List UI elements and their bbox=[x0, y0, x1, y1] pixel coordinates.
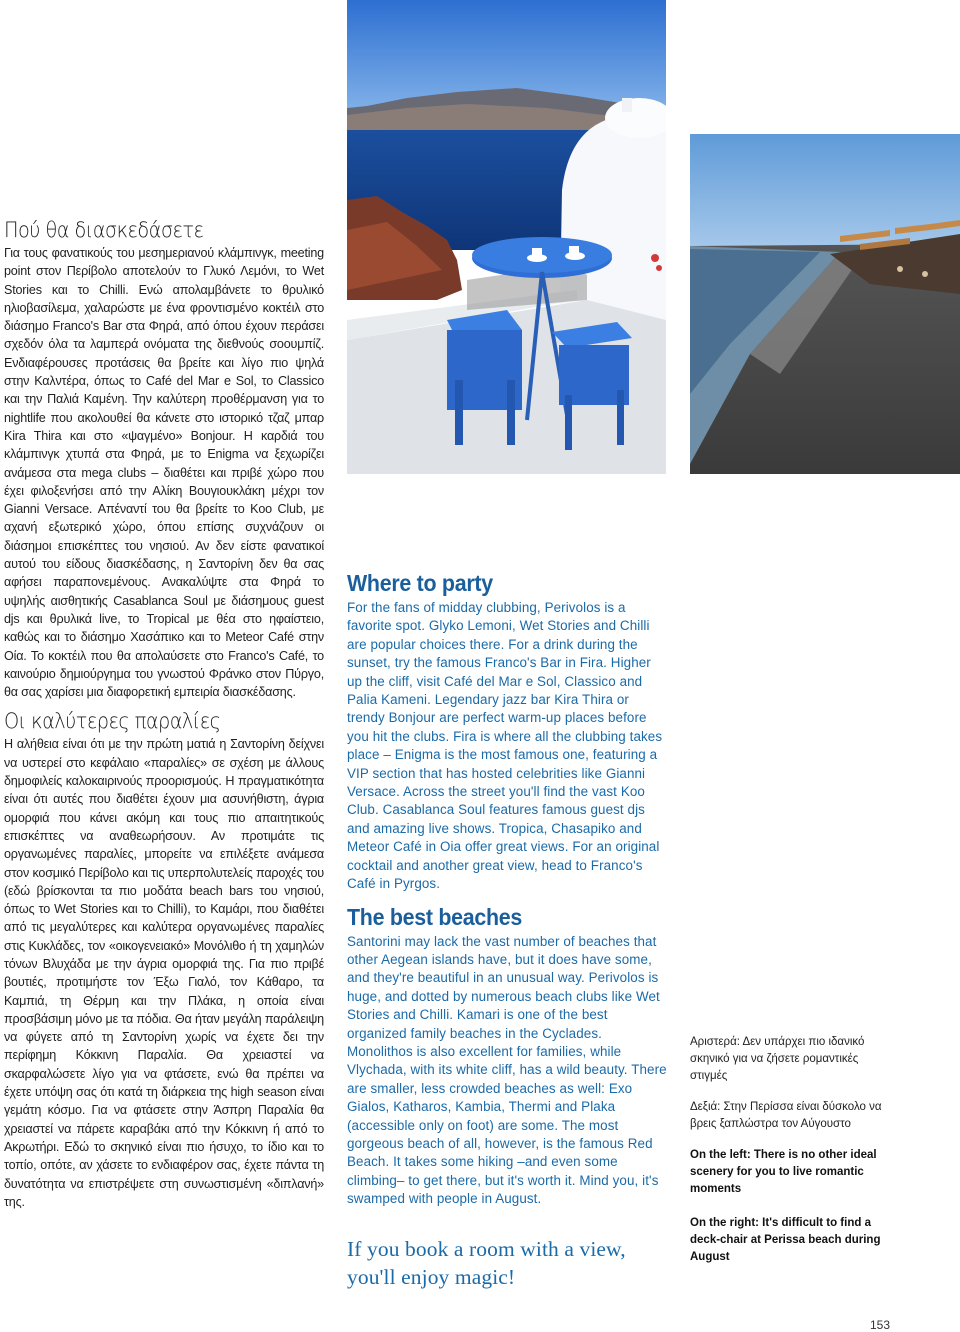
caption-right-english: On the right: It's difficult to find a deck-chair at Perissa beach during August bbox=[690, 1217, 881, 1263]
page-number: 153 bbox=[870, 1318, 891, 1332]
english-column bbox=[347, 570, 667, 1291]
english-beaches-text: Santorini may lack the vast number of beaches that other Aegean islands have, but it does have some, and they're beautiful in an unusual way. Perivolos is huge, and dotted by numerous beach clubs like Wet Stories and Chilli. Kamari is one of the best organized family beaches in the Cyclades. Monolithos is also excellent for families, while Vlychada, with its white cliff, has a wild beauty. There are smaller, less crowded beaches as well: Exo Gialos, Katharos, Kambia, Thermi and Plaka (accessible only on foot) are some. The most gorgeous beach of all, however, is the famous Red Beach. It takes some hiking –and even some climbing– to get there, but it's worth it. Mind you, it's swamped with people in August. bbox=[347, 933, 667, 1207]
perissa-beach-photo bbox=[690, 134, 960, 474]
pull-quote bbox=[347, 1235, 667, 1291]
santorini-terrace-photo bbox=[347, 0, 666, 474]
pull-quote-line-2: you'll enjoy magic! bbox=[347, 1264, 516, 1289]
english-party-heading: Where to party bbox=[347, 570, 493, 596]
pull-quote-line-1: If you book a room with a view, bbox=[347, 1236, 626, 1261]
caption-right-greek: Δεξιά: Στην Περίσσα είναι δύσκολο να βρεις ξαπλώστρα τον Αύγουστο bbox=[690, 1101, 882, 1130]
caption-left-greek: Αριστερά: Δεν υπάρχει πιο ιδανικό σκηνικό για να ζήσετε ρομαντικές στιγμές bbox=[690, 1036, 865, 1082]
photo-captions bbox=[690, 1034, 890, 1283]
greek-column bbox=[4, 218, 324, 1219]
greek-beaches-heading: Οι καλύτερες παραλίες bbox=[4, 709, 221, 734]
greek-party-heading: Πού θα διασκεδάσετε bbox=[4, 218, 204, 242]
greek-party-text: Για τους φανατικούς του μεσημεριανού κλάμπινγκ, meeting point στον Περίβολο αποτελούν το Γλυκό Λεμόνι, το Wet Stories και το Chilli. Ενώ απολαμβάνετε το θρυλικό ηλιοβασίλεμα, χαλαρώστε με ένα φροντισμένο κοκτέιλ στο διάσημο Franco's Bar στα Φηρά, από όπου έχουν περάσει σχεδόν όλα τα λαμπερά ονόματα της διεθνούς σοουμπίζ. Ενδιαφέρουσες προτάσεις θα βρείτε και λίγο πιο ψηλά στην Καλντέρα, όπως το Café del Mar e Sol, το Classico και την Παλιά Καμένη. Την καλύτερη προθέρμανση για το nightlife που ακολουθεί θα κάνετε στο ιστορικό τζαζ μπαρ Kira Thira και στο «ψαγμένο» Bonjour. Η καρδιά του κλάμπινγκ χτυπά στα Φηρά, με το Enigma να ξεχωρίζει ανάμεσα στα mega clubs – διαθέτει και πριβέ χώρο που έχει φιλοξενήσει από την Αλίκη Βουγιουκλάκη μέχρι τον Gianni Versace. Απέναντί του θα βρείτε το Koo Club, με αχανή εξωτερικό χώρο, όπου επίσης συχνάζουν οι διάσημοι επισκέπτες του νησιού. Αν δεν είστε φανατικοί αυτού του είδους διασκέδασης, η Σαντορίνη δεν θα σας αφήσει παραπονεμένους. Ανακαλύψτε στα Φηρά το υψηλής αισθητικής Casablanca Soul με διάσημους guest djs και θρυλικά live, το Tropical με θέα στο ηφαίστειο, καθώς και το διάσημο Χασάπικο και το Meteor Café στην Οία. Το κοκτέιλ που θα απολαύσετε στο Franco's Café, το καινούριο δημιούργημα του γνωστού Φράνκο στον Πύργο, θα σας χαρίσει μια διαφορετική εμπειρία διασκέδασης. bbox=[4, 246, 324, 700]
english-beaches-heading: The best beaches bbox=[347, 903, 523, 930]
english-party-text: For the fans of midday clubbing, Perivolos is a favorite spot. Glyko Lemoni, Wet Stories and Chilli are popular choices there. For a drink during the sunset, try the famous Franco's Bar in Fira. Higher up the cliff, visit Café del Mar e Sol, Classico and Palia Kameni. Legendary jazz bar Kira Thira or trendy Bonjour are perfect warm-up places before you hit the clubs. Fira is where all the clubbing takes place – Enigma is the most famous one, featuring a VIP section that has hosted celebrities like Gianni Versace. Across the street you'll find the vast Koo Club. Casablanca Soul features famous guest djs and amazing live shows. Tropica, Chasapiko and Meteor Café in Oia offer great views. For an original cocktail and another great view, head to Franco's Café in Pyrgos. bbox=[347, 600, 663, 892]
caption-left-english: On the left: There is no other ideal scenery for you to live romantic moments bbox=[690, 1149, 877, 1195]
greek-beaches-text: Η αλήθεια είναι ότι με την πρώτη ματιά η Σαντορίνη δείχνει να υστερεί στο κεφάλαιο «παραλίες» σε σχέση με άλλους δημοφιλείς καλοκαιρινούς προορισμούς. Η πραγματικότητα είναι ότι αυτές που διαθέτει έχουν μια ασυνήθιστη, άγρια ομορφιά που κάνει ακόμη και τους πιο απαιτητικούς επισκέπτες να αναθεωρήσουν. Αν προτιμάτε τις οργανωμένες παραλίες, μπορείτε να επιλέξετε ανάμεσα στον κοσμικό Περίβολο και τις υπερπολυτελείς παροχές του (εδώ βρίσκονται τα πιο μοδάτα beach bars του νησιού, όπως το Wet Stories και το Chilli), το Καμάρι, που διαθέτει από τις μεγαλύτερες και καλύτερα οργανωμένες παραλίες στις Κυκλάδες, τον «οικογενειακό» Μονόλιθο ή τη χαμηλών τόνων Βλυχάδα με την άγρια ομορφιά της. Για πιο πριβέ βουτιές, προτιμήστε τον Έξω Γιαλό, τον Κάθαρο, τα Καμπιά, τη Θέρμη και την Πλάκα, η οποία είναι προσβάσιμη μόνο με τα πόδια. Θα ήταν μεγάλη παράλειψη να φύγετε από τη Σαντορίνη χωρίς να έχετε δει την περίφημη Κόκκινη Παραλία. Θα χρειαστεί να σκαρφαλώσετε λίγο για να φτάσετε, ενώ θα πρέπει να έχετε υπόψη σας ότι κατά τη διάρκεια της high season είναι γεμάτη κόσμο. Για να φτάσετε στην Άσπρη Παραλία θα χρειαστεί να πάρετε καραβάκι από την Κόκκινη ή από το Ακρωτήρι. Εδώ το σκηνικό είναι πιο ήσυχο, το ίδιο και το τοπίο, οπότε, αν χάσετε το ενδιαφέρον σας, έχετε πάντα τη δυνατότητα να επιστρέψετε στη συνωστισμένη «διπλανή» της. bbox=[4, 737, 324, 1209]
